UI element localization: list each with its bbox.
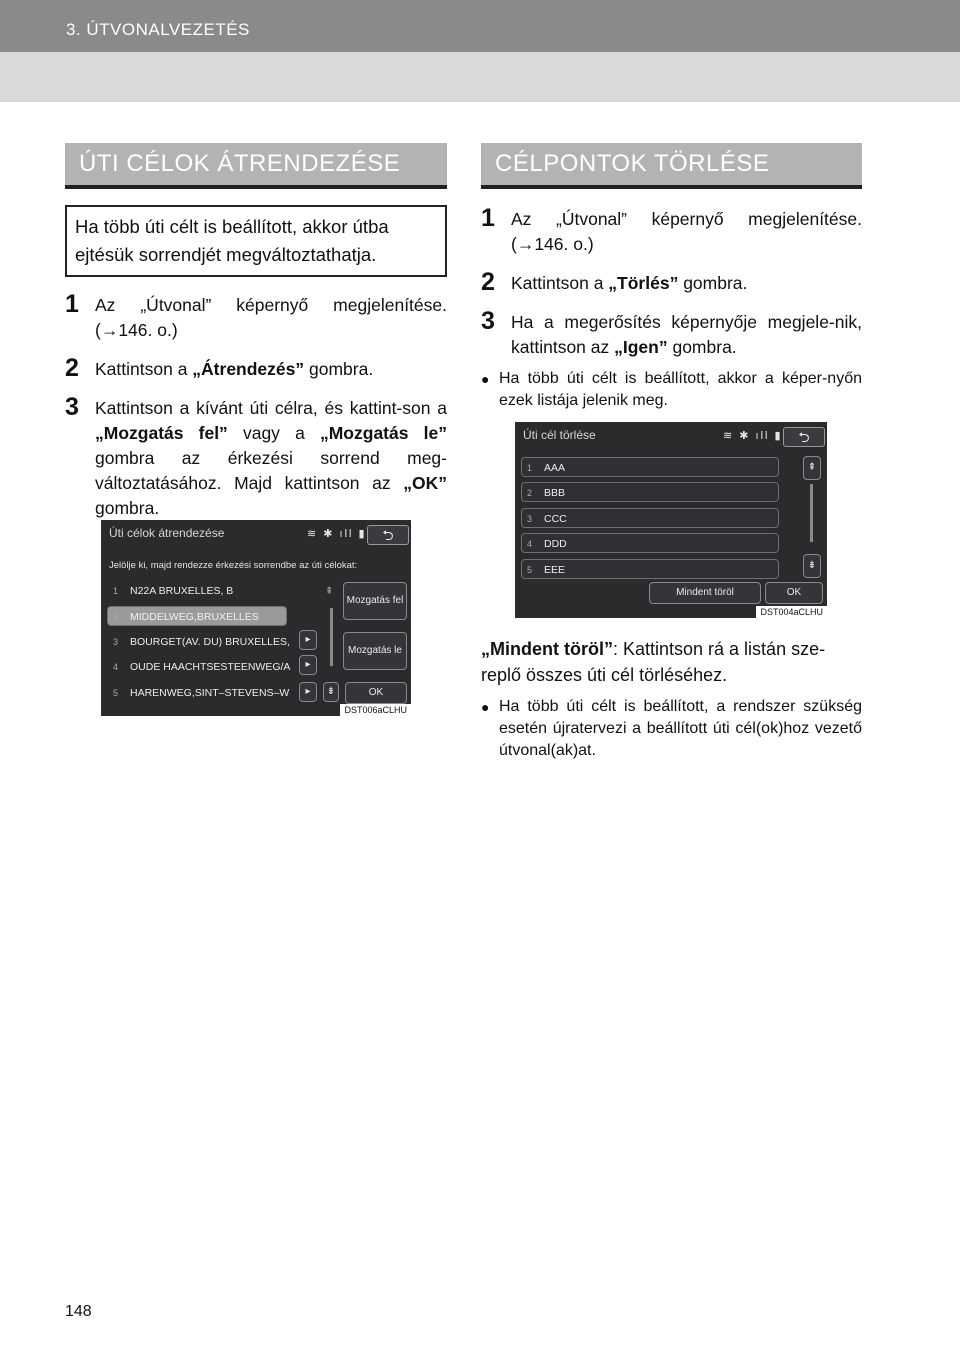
step-text: Kattintson a „Törlés” gombra. (511, 273, 748, 293)
section-title-reorder: ÚTI CÉLOK ÁTRENDEZÉSE (65, 143, 447, 189)
detail-button[interactable]: ▸ (299, 655, 317, 675)
list-item[interactable]: 1 N22A BRUXELLES, B (113, 585, 234, 597)
delete-all-description: „Mindent töröl”: Kattintson rá a listán sze-replő összes úti cél törléséhez. (481, 639, 826, 685)
move-up-button[interactable]: Mozgatás fel (343, 582, 407, 620)
step-text: Kattintson a kívánt úti célra, és kattint-son a „Mozgatás fel” vagy a „Mozgatás le” gombra az érkezési sorrend meg-változtatásához. Majd kattintson az „OK” gombra. (95, 398, 447, 518)
intro-box: Ha több úti célt is beállított, akkor útba ejtésük sorrendjét megváltoztathatja. (65, 205, 447, 277)
step-text: Az „Útvonal” képernyő megjelenítése. (→146. o.) (511, 209, 862, 254)
delete-screen-image (515, 422, 827, 618)
detail-button[interactable]: ▸ (299, 630, 317, 650)
screen-title: Úti cél törlése (523, 428, 596, 442)
detail-button[interactable]: ▸ (299, 682, 317, 702)
step-text: Kattintson a „Átrendezés” gombra. (95, 359, 374, 379)
step-number: 3 (481, 307, 495, 335)
status-icons: ≋ ✱ ıll ▮ (307, 528, 367, 540)
steps-reorder (65, 290, 447, 521)
step-number: 2 (65, 354, 79, 382)
list-item[interactable]: 2 MIDDELWEG,BRUXELLES (107, 606, 287, 626)
reorder-screen-image (101, 520, 411, 716)
list-item[interactable]: 2 BBB (521, 482, 779, 502)
back-button[interactable]: ⮌ (367, 525, 409, 545)
note-bullet (481, 696, 862, 762)
step-number: 1 (481, 204, 495, 232)
step-number: 3 (65, 393, 79, 421)
screen-title: Úti célok átrendezése (109, 526, 225, 540)
step-number: 2 (481, 268, 495, 296)
scroll-up-button[interactable]: ⇞ (803, 456, 821, 480)
scroll-down-button[interactable]: ⇟ (803, 554, 821, 578)
scrollbar[interactable] (330, 608, 333, 666)
list-item[interactable]: 4 OUDE HAACHTSESTEENWEG/A (113, 661, 291, 673)
section-title-delete: CÉLPONTOK TÖRLÉSE (481, 143, 862, 189)
note-text: Ha több úti célt is beállított, a rendszer szükség esetén újratervezi a beállított úti cél(ok)hoz vezető útvonal(ak)at. (499, 698, 862, 759)
step-number: 1 (65, 290, 79, 318)
step (481, 204, 862, 257)
step (65, 290, 447, 343)
image-code: DST004aCLHU (756, 606, 827, 618)
delete-all-description-block (481, 622, 862, 762)
back-button[interactable]: ⮌ (783, 427, 825, 447)
step (481, 307, 862, 360)
step-text: Ha a megerősítés képernyője megjele-nik, kattintson az „Igen” gombra. (511, 312, 862, 357)
list-item[interactable]: 5 EEE (521, 559, 779, 579)
chapter-title: 3. ÚTVONALVEZETÉS (66, 20, 250, 39)
step (481, 268, 862, 296)
chapter-header-band (0, 52, 960, 102)
scrollbar[interactable] (810, 484, 813, 542)
left-column (65, 143, 447, 535)
list-item[interactable]: 3 BOURGET(AV. DU) BRUXELLES, (113, 636, 290, 648)
step-text: Az „Útvonal” képernyő megjelenítése. (→146. o.) (95, 295, 447, 340)
ok-button[interactable]: OK (345, 682, 407, 704)
right-column (481, 143, 862, 412)
screen-prompt: Jelölje ki, majd rendezze érkezési sorrendbe az úti célokat: (109, 560, 358, 571)
note-bullet (481, 368, 862, 412)
image-code: DST006aCLHU (340, 704, 411, 716)
list-item[interactable]: 4 DDD (521, 533, 779, 553)
status-icons: ≋ ✱ ıll ▮ (723, 430, 783, 442)
page-number: 148 (65, 1303, 92, 1320)
list-item[interactable]: 3 CCC (521, 508, 779, 528)
up-arrow-icon[interactable]: ⇞ (325, 586, 334, 597)
step (65, 393, 447, 521)
list-item[interactable]: 1 AAA (521, 457, 779, 477)
delete-all-button[interactable]: Mindent töröl (649, 582, 761, 604)
ok-button[interactable]: OK (765, 582, 823, 604)
note-text: Ha több úti célt is beállított, akkor a képer-nyőn ezek listája jelenik meg. (499, 370, 862, 409)
down-arrow-button[interactable]: ⇟ (323, 682, 339, 702)
steps-delete (481, 204, 862, 360)
move-down-button[interactable]: Mozgatás le (343, 632, 407, 670)
list-item[interactable]: 5 HARENWEG,SINT–STEVENS–W (113, 687, 290, 699)
bullet-icon: ● (481, 371, 490, 387)
bullet-icon: ● (481, 699, 490, 715)
step (65, 354, 447, 382)
